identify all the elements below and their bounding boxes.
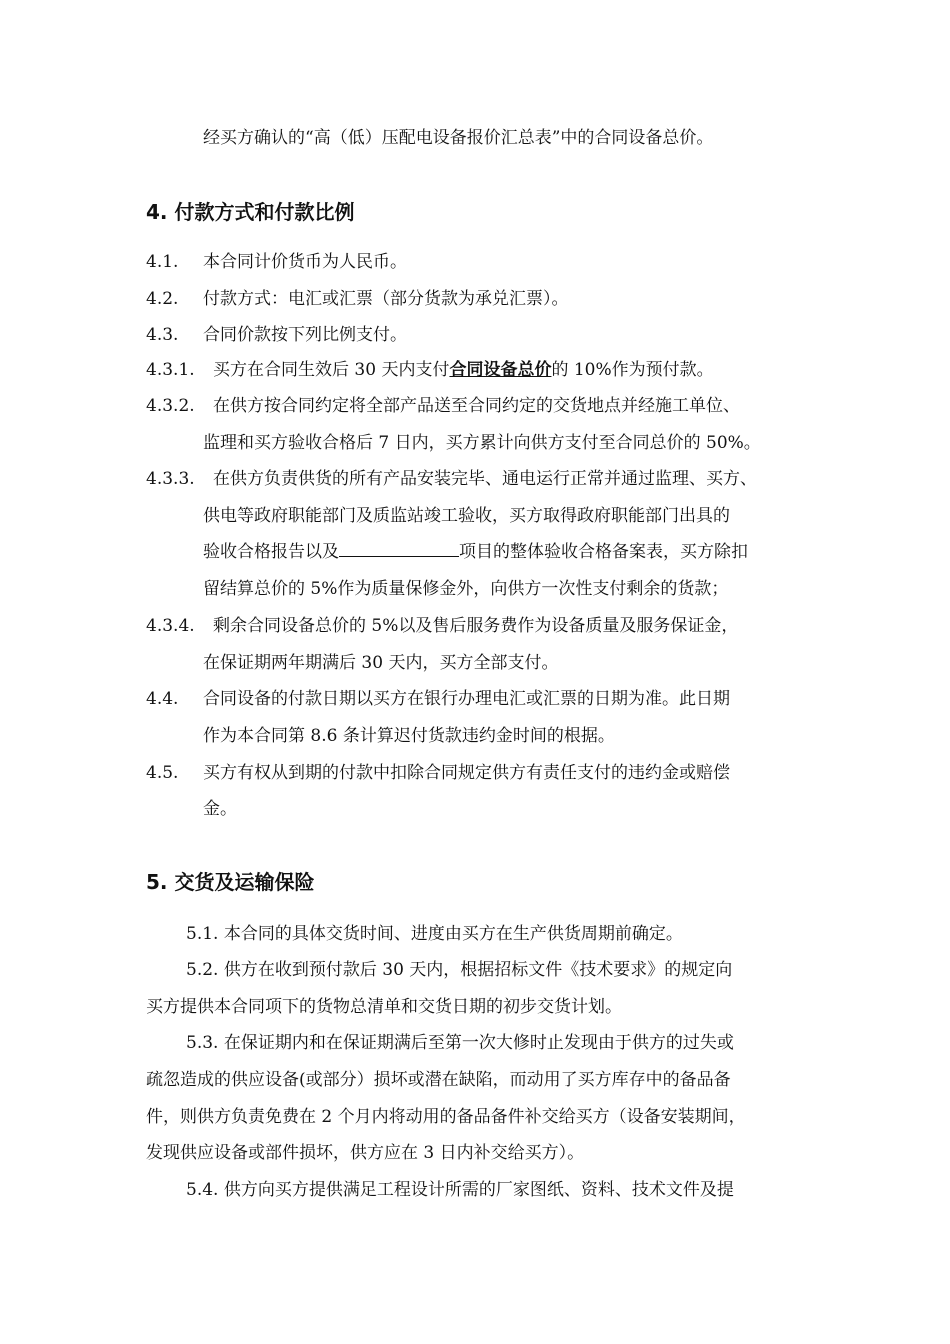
clause-4-3-1 xyxy=(146,358,714,382)
blank-field[interactable] xyxy=(339,540,459,557)
clause-4-3-4-cont: 在保证期两年期满后 30 天内，买方全部支付。 xyxy=(203,653,559,673)
clause-5-3: 5.3. 在保证期内和在保证期满后至第一次大修时止发现由于供方的过失或 xyxy=(186,1033,734,1053)
clause-4-2 xyxy=(146,287,569,311)
clause-text: 剩余合同设备总价的 5%以及售后服务费作为设备质量及服务保证金， xyxy=(213,616,739,636)
clause-text: 合同价款按下列比例支付。 xyxy=(203,325,407,345)
clause-text: 项目的整体验收合格备案表，买方除扣 xyxy=(459,542,748,562)
clause-5-2-cont: 买方提供本合同项下的货物总清单和交货日期的初步交货计划。 xyxy=(146,997,622,1017)
clause-text: 的 10%作为预付款。 xyxy=(551,360,714,380)
clause-4-3-4 xyxy=(146,614,738,638)
clause-text: 验收合格报告以及 xyxy=(203,542,339,562)
section-4-title: 4. 付款方式和付款比例 xyxy=(146,200,355,224)
clause-4-3-3 xyxy=(146,467,757,491)
clause-4-1 xyxy=(146,250,407,274)
clause-number: 4.3.4. xyxy=(146,616,195,636)
clause-4-3-2 xyxy=(146,394,740,418)
clause-4-3-2-cont: 监理和买方验收合格后 7 日内，买方累计向供方支付至合同总价的 50%。 xyxy=(203,433,761,453)
clause-5-4: 5.4. 供方向买方提供满足工程设计所需的厂家图纸、资料、技术文件及提 xyxy=(186,1180,734,1200)
clause-4-4 xyxy=(146,687,730,711)
clause-5-2: 5.2. 供方在收到预付款后 30 天内，根据招标文件《技术要求》的规定向 xyxy=(186,960,733,980)
underlined-term: 合同设备总价 xyxy=(449,360,552,380)
clause-4-3-3-cont xyxy=(203,540,748,564)
clause-text: 合同设备的付款日期以买方在银行办理电汇或汇票的日期为准。此日期 xyxy=(203,689,730,709)
clause-number: 4.2. xyxy=(146,289,179,309)
clause-number: 4.5. xyxy=(146,763,179,783)
clause-5-3-cont: 疏忽造成的供应设备(或部分）损坏或潜在缺陷，而动用了买方库存中的备品备 xyxy=(146,1070,731,1090)
clause-5-3-cont: 件，则供方负责免费在 2 个月内将动用的备品备件补交给买方（设备安装期间， xyxy=(146,1107,746,1127)
clause-text: 本合同计价货币为人民币。 xyxy=(203,252,407,272)
clause-number: 4.1. xyxy=(146,252,179,272)
clause-text: 在供方按合同约定将全部产品送至合同约定的交货地点并经施工单位、 xyxy=(213,396,740,416)
clause-text: 买方有权从到期的付款中扣除合同规定供方有责任支付的违约金或赔偿 xyxy=(203,763,730,783)
section-5-title: 5. 交货及运输保险 xyxy=(146,870,315,894)
clause-text: 在供方负责供货的所有产品安装完毕、通电运行正常并通过监理、买方、 xyxy=(213,469,757,489)
clause-number: 4.3. xyxy=(146,325,179,345)
clause-4-3-3-cont: 留结算总价的 5%作为质量保修金外，向供方一次性支付剩余的货款； xyxy=(203,579,729,599)
clause-text: 付款方式：电汇或汇票（部分货款为承兑汇票）。 xyxy=(203,289,569,309)
clause-text: 买方在合同生效后 30 天内支付 xyxy=(213,360,450,380)
clause-number: 4.3.2. xyxy=(146,396,195,416)
clause-4-3-3-cont: 供电等政府职能部门及质监站竣工验收，买方取得政府职能部门出具的 xyxy=(203,506,730,526)
clause-number: 4.4. xyxy=(146,689,179,709)
clause-4-4-cont: 作为本合同第 8.6 条计算迟付货款违约金时间的根据。 xyxy=(203,726,615,746)
clause-5-3-cont: 发现供应设备或部件损坏，供方应在 3 日内补交给买方）。 xyxy=(146,1143,585,1163)
clause-4-5-cont: 金。 xyxy=(203,799,237,819)
clause-4-5 xyxy=(146,761,730,785)
clause-number: 4.3.1. xyxy=(146,360,195,380)
clause-5-1: 5.1. 本合同的具体交货时间、进度由买方在生产供货周期前确定。 xyxy=(186,924,683,944)
clause-number: 4.3.3. xyxy=(146,469,195,489)
clause-4-3 xyxy=(146,323,407,347)
intro-line: 经买方确认的“高（低）压配电设备报价汇总表”中的合同设备总价。 xyxy=(203,128,714,148)
